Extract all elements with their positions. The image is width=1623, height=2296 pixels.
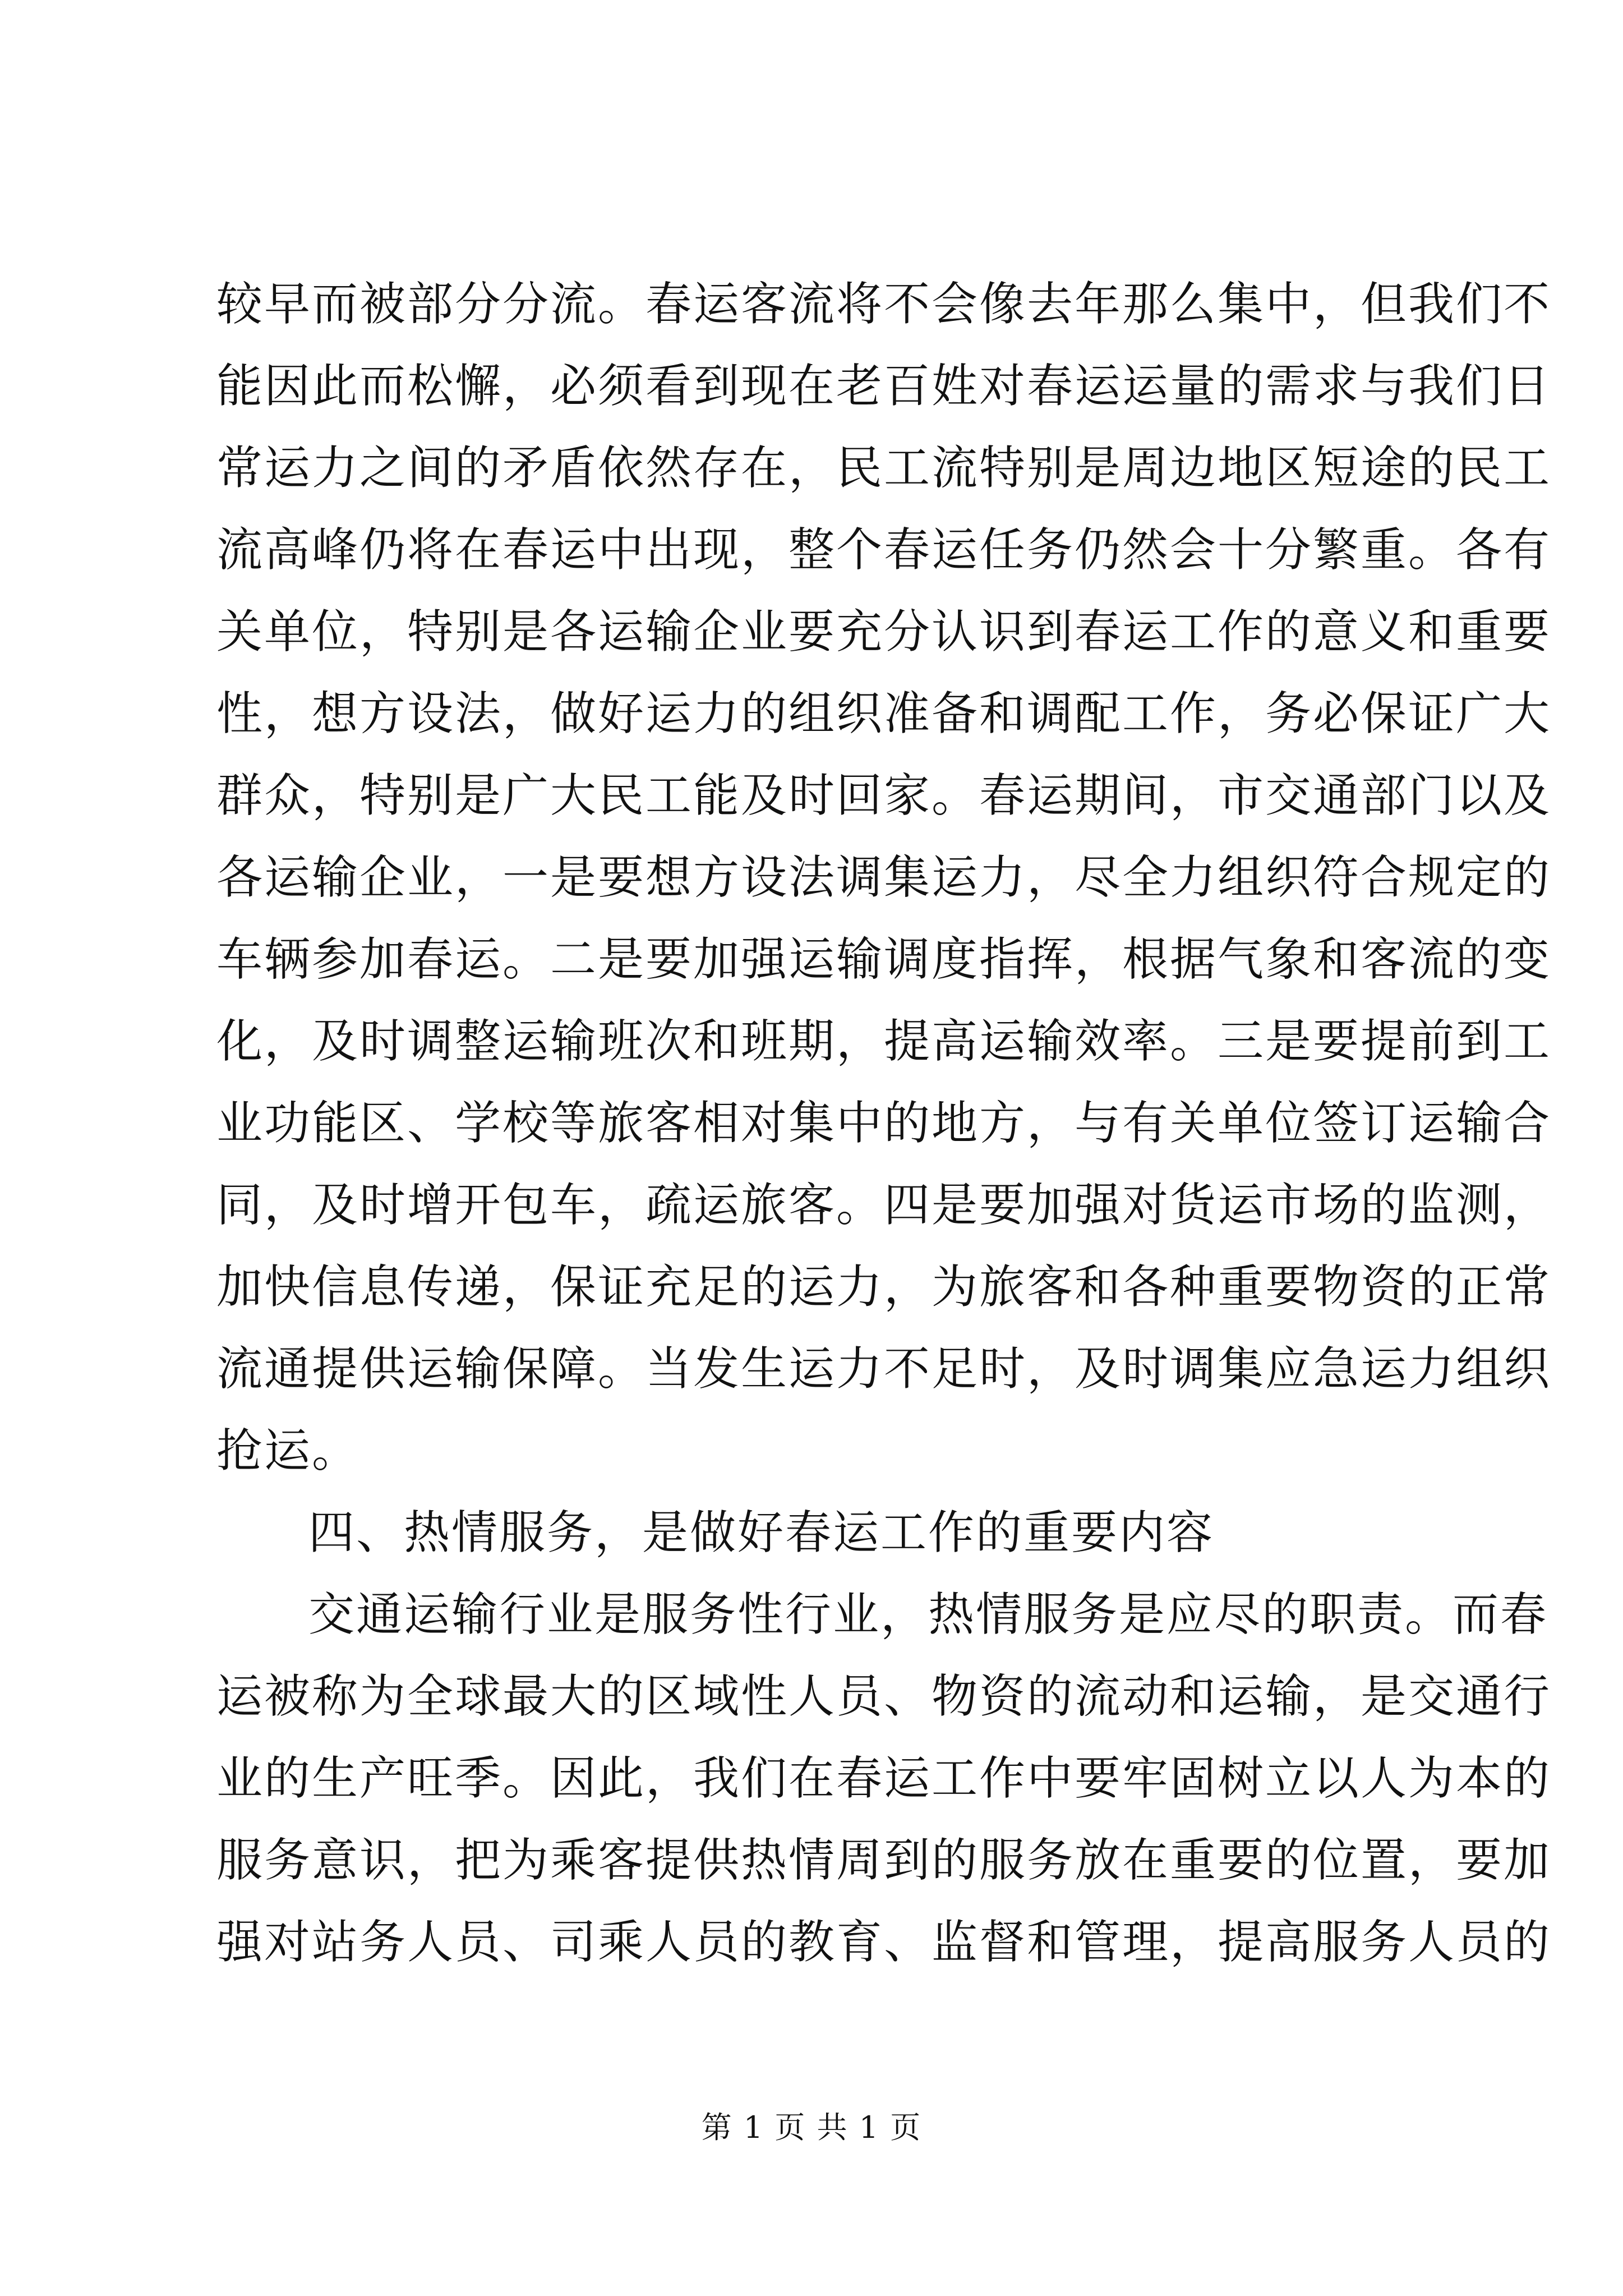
page-footer — [0, 2108, 1623, 2147]
text-line: 各运输企业，一是要想方设法调集运力，尽全力组织符合规定的 — [216, 851, 1552, 904]
text-line: 加快信息传递，保证充足的运力，为旅客和各种重要物资的正常 — [216, 1260, 1552, 1314]
text-line: 关单位，特别是各运输企业要充分认识到春运工作的意义和重要 — [216, 605, 1552, 659]
text-line: 群众，特别是广大民工能及时回家。春运期间，市交通部门以及 — [216, 769, 1552, 822]
text-line: 车辆参加春运。二是要加强运输调度指挥，根据气象和客流的变 — [216, 933, 1552, 986]
text-line: 强对站务人员、司乘人员的教育、监督和管理，提高服务人员的 — [216, 1916, 1552, 1969]
text-line: 抢运。 — [216, 1424, 360, 1478]
text-line: 性，想方设法，做好运力的组织准备和调配工作，务必保证广大 — [216, 687, 1552, 740]
text-line: 化，及时调整运输班次和班期，提高运输效率。三是要提前到工 — [216, 1015, 1552, 1068]
body-text — [216, 264, 1552, 1984]
text-line: 常运力之间的矛盾依然存在，民工流特别是周边地区短途的民工 — [216, 441, 1552, 495]
text-line: 流通提供运输保障。当发生运力不足时，及时调集应急运力组织 — [216, 1342, 1552, 1396]
section-heading: 四、热情服务，是做好春运工作的重要内容 — [308, 1506, 1215, 1559]
text-line: 同，及时增开包车，疏运旅客。四是要加强对货运市场的监测， — [216, 1179, 1552, 1232]
text-line: 运被称为全球最大的区域性人员、物资的流动和运输，是交通行 — [216, 1670, 1552, 1723]
text-line: 服务意识，把为乘客提供热情周到的服务放在重要的位置，要加 — [216, 1834, 1552, 1887]
text-line: 交通运输行业是服务性行业，热情服务是应尽的职责。而春 — [308, 1588, 1548, 1641]
text-line: 业功能区、学校等旅客相对集中的地方，与有关单位签订运输合 — [216, 1097, 1552, 1150]
text-line: 流高峰仍将在春运中出现，整个春运任务仍然会十分繁重。各有 — [216, 523, 1552, 577]
text-line: 较早而被部分分流。春运客流将不会像去年那么集中，但我们不 — [216, 278, 1552, 331]
text-line: 能因此而松懈，必须看到现在老百姓对春运运量的需求与我们日 — [216, 360, 1552, 413]
text-line: 业的生产旺季。因此，我们在春运工作中要牢固树立以人为本的 — [216, 1752, 1552, 1805]
page-number: 第 1 页 共 1 页 — [701, 2110, 922, 2145]
